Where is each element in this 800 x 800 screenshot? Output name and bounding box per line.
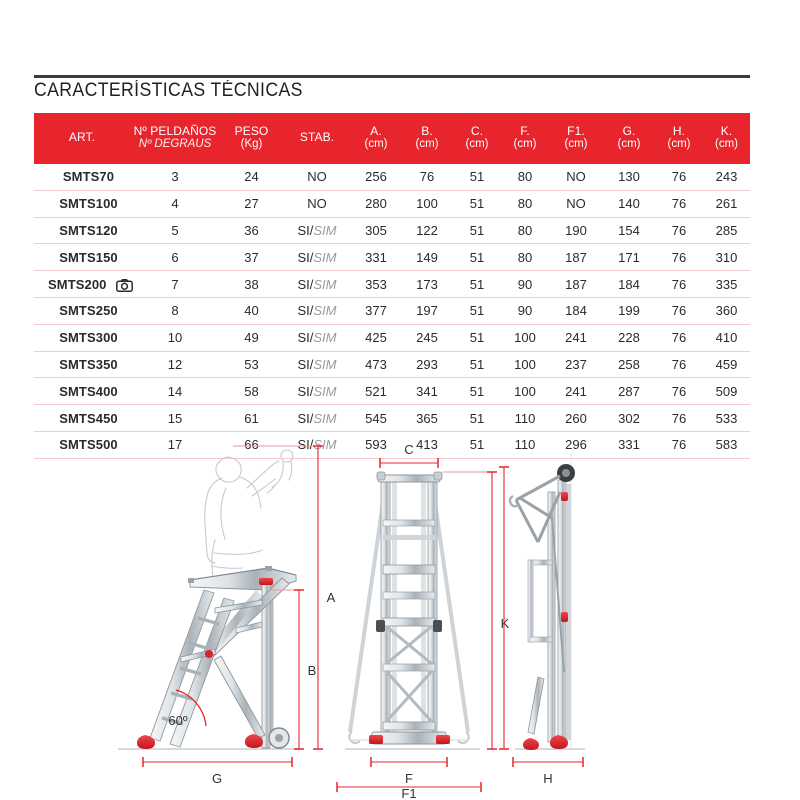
stab-separator: /: [309, 410, 314, 426]
cell-c: 51: [453, 351, 501, 378]
cell-peso: 53: [220, 351, 283, 378]
cell-g: 258: [603, 351, 655, 378]
stab-value-sim: SIM: [313, 330, 337, 346]
table-body: [34, 164, 750, 458]
stab-value-sim: SIM: [313, 249, 337, 265]
art-code: SMTS150: [59, 249, 118, 265]
cell-peldanos: 6: [130, 244, 220, 271]
cell-art: [34, 351, 130, 378]
col-header-k: [703, 113, 750, 164]
col-header-art-label: ART.: [68, 130, 96, 145]
side-view-drawing: [118, 446, 336, 786]
col-header-g-unit: (cm): [617, 138, 641, 151]
cell-f1: 296: [549, 431, 603, 458]
col-header-peso-unit: (Kg): [240, 138, 263, 151]
cell-stab: [283, 405, 351, 432]
cell-h: 76: [655, 324, 703, 351]
table-row: [34, 217, 750, 244]
stab-value-sim: SIM: [313, 303, 337, 319]
cell-b: 122: [401, 217, 453, 244]
table-row: [34, 164, 750, 190]
cell-k: 509: [703, 378, 750, 405]
cell-g: 184: [603, 271, 655, 298]
cell-a: 353: [351, 271, 401, 298]
art-code: SMTS400: [59, 383, 118, 399]
col-header-peldanos: [130, 113, 220, 164]
col-header-h-unit: (cm): [667, 138, 691, 151]
cell-a: 305: [351, 217, 401, 244]
cell-peldanos: 12: [130, 351, 220, 378]
cell-b: 365: [401, 405, 453, 432]
cell-k: 583: [703, 431, 750, 458]
cell-f: 80: [501, 164, 549, 190]
table-row: [34, 351, 750, 378]
front-view-drawing: [337, 442, 510, 800]
col-header-a-label: A.: [370, 123, 382, 138]
cell-f1: 187: [549, 244, 603, 271]
stab-value-si: SI: [297, 383, 310, 399]
cell-peso: 40: [220, 297, 283, 324]
col-header-f-label: F.: [520, 123, 530, 138]
cell-h: 76: [655, 378, 703, 405]
col-header-b-label: B.: [421, 123, 433, 138]
cell-c: 51: [453, 217, 501, 244]
cell-stab: [283, 190, 351, 217]
col-header-c: [453, 113, 501, 164]
cell-g: 199: [603, 297, 655, 324]
art-code: SMTS250: [59, 303, 118, 319]
cell-a: 377: [351, 297, 401, 324]
art-code: SMTS120: [59, 222, 118, 238]
cell-f: 100: [501, 324, 549, 351]
cell-a: 331: [351, 244, 401, 271]
foot-pad: [523, 738, 539, 750]
cell-c: 51: [453, 431, 501, 458]
dimension-label-A: A: [326, 590, 336, 605]
cell-peso: 38: [220, 271, 283, 298]
table-row: [34, 324, 750, 351]
col-header-f: [501, 113, 549, 164]
cell-f1: NO: [549, 164, 603, 190]
col-header-c-label: C.: [470, 123, 484, 138]
col-header-peso: [220, 113, 283, 164]
stab-separator: /: [309, 356, 314, 372]
cell-peldanos: 10: [130, 324, 220, 351]
cell-k: 261: [703, 190, 750, 217]
stab-value-sim: SIM: [313, 276, 337, 292]
art-code: SMTS500: [59, 437, 118, 453]
cell-f: 80: [501, 190, 549, 217]
cell-a: 425: [351, 324, 401, 351]
col-header-k-label: K.: [720, 123, 733, 138]
cell-h: 76: [655, 217, 703, 244]
cell-peldanos: 17: [130, 431, 220, 458]
cell-b: 293: [401, 351, 453, 378]
cell-b: 341: [401, 378, 453, 405]
cell-f: 100: [501, 351, 549, 378]
dimension-label-G: G: [211, 771, 223, 786]
wheel-left: [369, 735, 383, 744]
cell-f: 80: [501, 217, 549, 244]
cell-stab: [283, 244, 351, 271]
technical-drawings: [0, 432, 800, 800]
cell-b: 197: [401, 297, 453, 324]
cell-art: [34, 378, 130, 405]
art-code: SMTS300: [59, 330, 118, 346]
cell-f1: 187: [549, 271, 603, 298]
col-header-c-unit: (cm): [465, 138, 489, 151]
stab-separator: /: [309, 437, 314, 453]
cell-c: 51: [453, 324, 501, 351]
red-joint: [259, 578, 273, 585]
spec-table-container: [34, 113, 750, 459]
cell-c: 51: [453, 271, 501, 298]
cell-art: [34, 217, 130, 244]
cell-h: 76: [655, 351, 703, 378]
cell-peldanos: 8: [130, 297, 220, 324]
cell-h: 76: [655, 190, 703, 217]
cell-stab: [283, 324, 351, 351]
col-header-k-unit: (cm): [715, 138, 738, 151]
cell-peldanos: 3: [130, 164, 220, 190]
angle-label-60: 60º: [168, 713, 188, 728]
col-header-h-label: H.: [672, 123, 686, 138]
cell-h: 76: [655, 164, 703, 190]
col-header-f-unit: (cm): [513, 138, 537, 151]
table-row: [34, 271, 750, 298]
stab-value-si: SI: [297, 222, 310, 238]
cell-h: 76: [655, 244, 703, 271]
stab-value-si: SI: [297, 330, 310, 346]
cell-g: 154: [603, 217, 655, 244]
cell-art: [34, 190, 130, 217]
cell-stab: [283, 271, 351, 298]
table-row: [34, 244, 750, 271]
cell-art: [34, 164, 130, 190]
cell-c: 51: [453, 297, 501, 324]
folded-view-drawing: [499, 452, 585, 786]
stab-separator: /: [309, 249, 314, 265]
cell-c: 51: [453, 164, 501, 190]
stab-separator: /: [309, 276, 314, 292]
cell-h: 76: [655, 271, 703, 298]
cell-g: 302: [603, 405, 655, 432]
dimension-label-C: C: [404, 442, 414, 457]
col-header-peso-label: PESO: [234, 123, 269, 138]
cell-a: 473: [351, 351, 401, 378]
art-code: SMTS350: [59, 356, 118, 372]
cell-g: 287: [603, 378, 655, 405]
cell-c: 51: [453, 378, 501, 405]
cell-stab: [283, 164, 351, 190]
cell-g: 140: [603, 190, 655, 217]
cell-h: 76: [655, 431, 703, 458]
cell-stab: [283, 351, 351, 378]
art-code: SMTS200: [48, 276, 107, 292]
dimension-label-K-front: K: [500, 616, 510, 631]
cell-f1: 237: [549, 351, 603, 378]
cell-art: [34, 405, 130, 432]
cell-peso: 66: [220, 431, 283, 458]
col-header-f1: [549, 113, 603, 164]
table-row: [34, 190, 750, 217]
stab-value-si: SI: [297, 410, 310, 426]
cell-art: [34, 244, 130, 271]
cell-stab: [283, 217, 351, 244]
cell-f: 80: [501, 244, 549, 271]
cell-f: 90: [501, 297, 549, 324]
worker-figure-icon: [205, 450, 293, 580]
stab-separator: /: [309, 303, 314, 319]
cell-b: 173: [401, 271, 453, 298]
cell-peldanos: 14: [130, 378, 220, 405]
cell-b: 100: [401, 190, 453, 217]
cell-peldanos: 15: [130, 405, 220, 432]
cell-k: 243: [703, 164, 750, 190]
cell-b: 413: [401, 431, 453, 458]
cell-f1: 241: [549, 378, 603, 405]
cell-peso: 61: [220, 405, 283, 432]
technical-specs-table: [34, 113, 750, 459]
cell-c: 51: [453, 244, 501, 271]
red-clamp: [561, 492, 568, 501]
cell-g: 228: [603, 324, 655, 351]
stab-value-sim: SIM: [313, 356, 337, 372]
col-header-degraus-label: Nº DEGRAUS: [138, 138, 212, 151]
col-header-g: [603, 113, 655, 164]
col-header-art: [34, 113, 130, 164]
stab-value-si: SI: [297, 249, 310, 265]
cell-art: [34, 271, 130, 298]
cell-peso: 58: [220, 378, 283, 405]
stab-value-sim: SIM: [313, 410, 337, 426]
dimension-label-F: F: [405, 771, 413, 786]
cell-k: 285: [703, 217, 750, 244]
stab-value-no: NO: [307, 196, 327, 212]
col-header-h: [655, 113, 703, 164]
stab-value-sim: SIM: [313, 222, 337, 238]
stab-value-si: SI: [297, 356, 310, 372]
title-rule: [34, 75, 750, 78]
stab-value-si: SI: [297, 276, 310, 292]
cell-f1: NO: [549, 190, 603, 217]
cell-f1: 241: [549, 324, 603, 351]
col-header-a: [351, 113, 401, 164]
cell-k: 533: [703, 405, 750, 432]
stab-separator: /: [309, 222, 314, 238]
table-header-row: [34, 113, 750, 164]
table-row: [34, 297, 750, 324]
stab-value-si: SI: [297, 437, 310, 453]
art-code: SMTS100: [59, 196, 118, 212]
dimension-label-B: B: [307, 663, 317, 678]
cell-f: 110: [501, 405, 549, 432]
cell-f1: 184: [549, 297, 603, 324]
col-header-peldanos-label: Nº PELDAÑOS: [133, 123, 217, 138]
art-code: SMTS70: [62, 169, 115, 185]
art-code: SMTS450: [59, 410, 118, 426]
cell-b: 245: [401, 324, 453, 351]
page-title: CARACTERÍSTICAS TÉCNICAS: [34, 80, 303, 101]
cell-g: 171: [603, 244, 655, 271]
stab-separator: /: [309, 330, 314, 346]
col-header-b: [401, 113, 453, 164]
camera-icon: [116, 279, 133, 292]
dimension-label-H: H: [543, 771, 553, 786]
cell-k: 360: [703, 297, 750, 324]
cell-peso: 49: [220, 324, 283, 351]
col-header-f1-label: F1.: [567, 123, 585, 138]
table-row: [34, 378, 750, 405]
cell-peso: 36: [220, 217, 283, 244]
cell-stab: [283, 297, 351, 324]
cell-a: 280: [351, 190, 401, 217]
cell-f: 110: [501, 431, 549, 458]
stab-value-no: NO: [307, 169, 327, 185]
cell-peso: 37: [220, 244, 283, 271]
col-header-b-unit: (cm): [415, 138, 439, 151]
dimension-label-F1: F1: [401, 786, 417, 800]
cell-art: [34, 297, 130, 324]
cell-k: 310: [703, 244, 750, 271]
col-header-stab-label: STAB.: [299, 130, 335, 145]
stab-separator: /: [309, 383, 314, 399]
cell-a: 593: [351, 431, 401, 458]
cell-g: 130: [603, 164, 655, 190]
cell-g: 331: [603, 431, 655, 458]
stab-value-sim: SIM: [313, 437, 337, 453]
cell-a: 545: [351, 405, 401, 432]
cell-peldanos: 4: [130, 190, 220, 217]
cell-art: [34, 324, 130, 351]
cell-f: 90: [501, 271, 549, 298]
cell-k: 459: [703, 351, 750, 378]
cell-c: 51: [453, 405, 501, 432]
cell-c: 51: [453, 190, 501, 217]
cell-f1: 260: [549, 405, 603, 432]
cell-h: 76: [655, 405, 703, 432]
cell-f1: 190: [549, 217, 603, 244]
cell-b: 149: [401, 244, 453, 271]
cell-peldanos: 5: [130, 217, 220, 244]
col-header-f1-unit: (cm): [564, 138, 588, 151]
cell-k: 335: [703, 271, 750, 298]
table-header: [34, 113, 750, 164]
cell-peso: 27: [220, 190, 283, 217]
cell-a: 256: [351, 164, 401, 190]
cell-k: 410: [703, 324, 750, 351]
stab-value-sim: SIM: [313, 383, 337, 399]
cell-f: 100: [501, 378, 549, 405]
wheel-right: [436, 735, 450, 744]
cell-a: 521: [351, 378, 401, 405]
cell-b: 76: [401, 164, 453, 190]
cell-stab: [283, 378, 351, 405]
cell-peldanos: 7: [130, 271, 220, 298]
col-header-stab: [283, 113, 351, 164]
stab-value-si: SI: [297, 303, 310, 319]
cell-peso: 24: [220, 164, 283, 190]
table-row: [34, 405, 750, 432]
cell-h: 76: [655, 297, 703, 324]
col-header-a-unit: (cm): [364, 138, 388, 151]
col-header-g-label: G.: [622, 123, 636, 138]
red-clamp: [561, 612, 568, 622]
